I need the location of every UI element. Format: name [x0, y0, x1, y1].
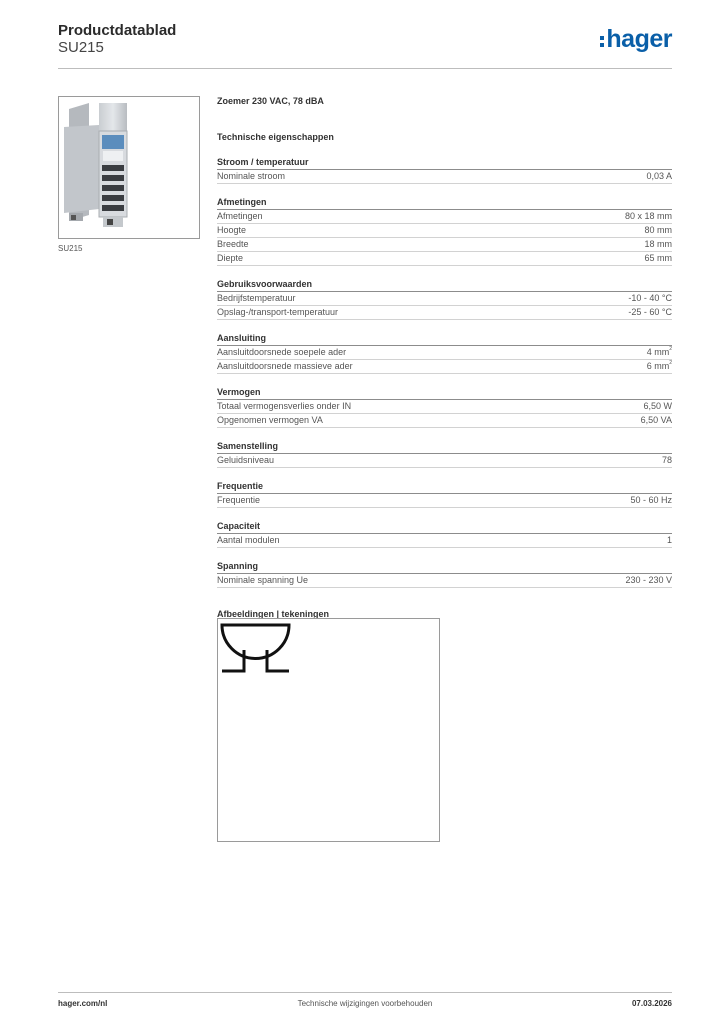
spec-label: Frequentie [217, 495, 261, 505]
website-link[interactable]: hager.com/nl [58, 999, 108, 1008]
spec-row [217, 534, 672, 548]
spec-section [217, 195, 672, 266]
spec-value: 1 [666, 535, 672, 545]
spec-value: 6 $mm^2$ [646, 360, 672, 371]
spec-label: Hoogte [217, 225, 247, 235]
drawing-frame [217, 618, 440, 842]
spec-row [217, 292, 672, 306]
spec-label: Opgenomen vermogen VA [217, 415, 323, 425]
spec-row [217, 454, 672, 468]
spec-section [217, 479, 672, 508]
spec-value: 65 mm [644, 253, 672, 263]
product-photo [58, 96, 200, 239]
spec-row [217, 224, 672, 238]
section-title: Frequentie [217, 479, 672, 494]
spec-value: -10 - 40 °C [628, 293, 672, 303]
spec-value: 230 - 230 V [625, 575, 672, 585]
spec-row [217, 574, 672, 588]
spec-label: Afmetingen [217, 211, 263, 221]
spec-row [217, 346, 672, 360]
spec-row [217, 494, 672, 508]
spec-value: 18 mm [644, 239, 672, 249]
spec-label: Aansluitdoorsnede soepele ader [217, 347, 347, 357]
spec-label: Totaal vermogensverlies onder IN [217, 401, 352, 411]
footer-date: 07.03.2026 [631, 999, 672, 1008]
spec-content [217, 94, 672, 621]
spec-value: 80 x 18 mm [624, 211, 672, 221]
spec-label: Nominale spanning Ue [217, 575, 309, 585]
spec-section [217, 559, 672, 588]
spec-row [217, 400, 672, 414]
section-title: Capaciteit [217, 519, 672, 534]
spec-section [217, 277, 672, 320]
tech-heading: Technische eigenschappen [217, 132, 334, 142]
document-title: Productdatablad [58, 22, 177, 39]
logo-dots-icon [600, 36, 604, 47]
din-rail-buzzer-icon [59, 97, 199, 238]
page-footer [58, 992, 672, 1015]
section-title: Aansluiting [217, 331, 672, 346]
spec-row [217, 360, 672, 374]
spec-label: Aantal modulen [217, 535, 280, 545]
spec-label: Opslag-/transport-temperatuur [217, 307, 339, 317]
photo-caption: SU215 [58, 244, 83, 253]
spec-row [217, 252, 672, 266]
section-title: Vermogen [217, 385, 672, 400]
product-code: SU215 [58, 39, 104, 56]
spec-row [217, 210, 672, 224]
product-subtitle: Zoemer 230 VAC, 78 dBA [217, 96, 324, 106]
section-title: Spanning [217, 559, 672, 574]
spec-value: 6,50 VA [640, 415, 672, 425]
spec-section [217, 385, 672, 428]
spec-section [217, 331, 672, 374]
section-title: Samenstelling [217, 439, 672, 454]
spec-value: 0,03 A [646, 171, 672, 181]
page-header [58, 20, 672, 69]
spec-row [217, 238, 672, 252]
section-title: Afmetingen [217, 195, 672, 210]
spec-label: Geluidsniveau [217, 455, 275, 465]
section-title: Stroom / temperatuur [217, 155, 672, 170]
spec-label: Aansluitdoorsnede massieve ader [217, 361, 353, 371]
spec-row [217, 306, 672, 320]
buzzer-symbol-icon [218, 619, 439, 841]
spec-section [217, 155, 672, 184]
logo-wordmark: hager [606, 25, 672, 53]
spec-row [217, 414, 672, 428]
spec-label: Diepte [217, 253, 244, 263]
spec-label: Breedte [217, 239, 249, 249]
spec-label: Nominale stroom [217, 171, 286, 181]
spec-section [217, 519, 672, 548]
spec-value: 78 [661, 455, 672, 465]
section-title: Gebruiksvoorwaarden [217, 277, 672, 292]
spec-row [217, 170, 672, 184]
spec-label: Bedrijfstemperatuur [217, 293, 296, 303]
drawings-heading: Afbeeldingen | tekeningen [217, 609, 330, 619]
spec-value: 6,50 W [643, 401, 672, 411]
spec-value: 80 mm [644, 225, 672, 235]
spec-value: 4 $mm^2$ [646, 346, 672, 357]
spec-value: 50 - 60 Hz [630, 495, 672, 505]
hager-logo [600, 26, 672, 52]
spec-value: -25 - 60 °C [628, 307, 672, 317]
spec-section [217, 439, 672, 468]
footer-disclaimer: Technische wijzigingen voorbehouden [297, 999, 433, 1008]
